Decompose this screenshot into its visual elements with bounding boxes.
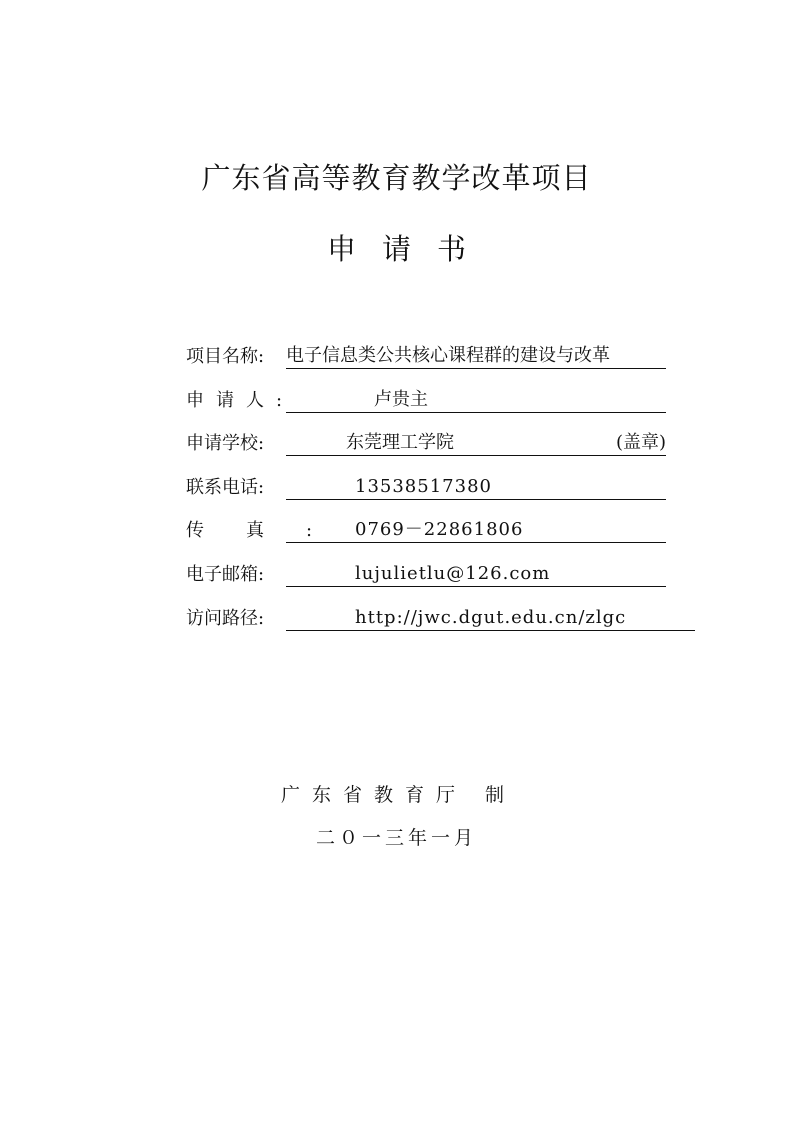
stamp-note: (盖章)	[615, 432, 666, 453]
school-value: 东莞理工学院	[346, 432, 454, 453]
document-title: 广东省高等教育教学改革项目	[201, 161, 592, 195]
project-name-value: 电子信息类公共核心课程群的建设与改革	[286, 345, 610, 366]
applicant-label: 申请人:	[186, 390, 295, 411]
phone-field	[286, 475, 666, 500]
url-value: http://jwc.dgut.edu.cn/zlgc	[355, 607, 627, 628]
fax-value: 0769－22861806	[355, 519, 524, 540]
phone-label: 联系电话:	[186, 477, 265, 498]
email-label: 电子邮箱:	[186, 564, 265, 585]
school-label: 申请学校:	[186, 433, 265, 454]
fax-label-text: 传真:	[186, 520, 355, 541]
issue-date: 二０一三年一月	[315, 827, 477, 849]
url-label: 访问路径:	[186, 608, 265, 629]
applicant-field	[286, 388, 666, 413]
url-field	[286, 606, 695, 631]
issuing-authority: 广东省教育厅 制	[280, 784, 517, 806]
email-field	[286, 562, 666, 587]
school-field	[286, 431, 666, 456]
applicant-value: 卢贵主	[374, 389, 428, 410]
phone-value: 13538517380	[355, 476, 492, 497]
project-name-label: 项目名称:	[186, 346, 265, 367]
fax-field	[286, 518, 666, 543]
document-subtitle: 申请书	[326, 232, 492, 266]
email-value: lujulietlu@126.com	[355, 563, 551, 584]
project-name-field	[286, 344, 666, 369]
